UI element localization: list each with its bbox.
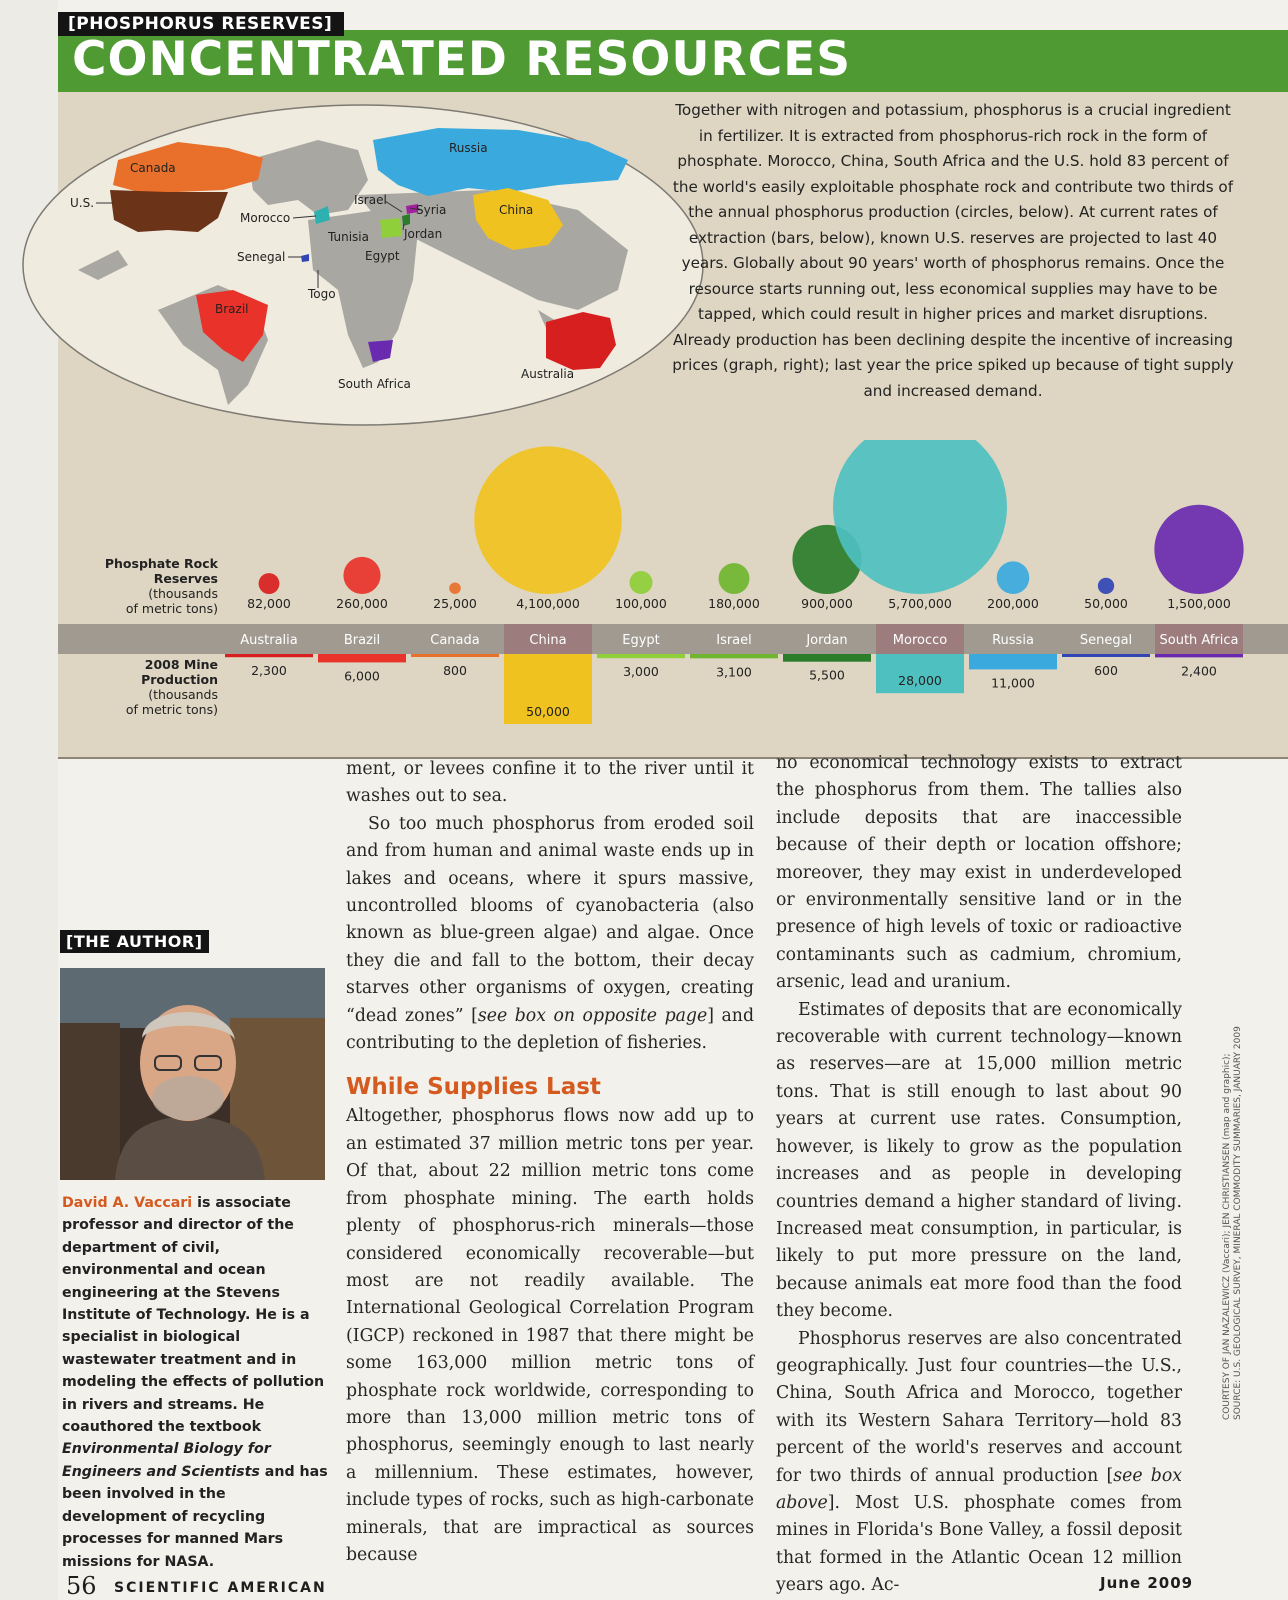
page-number: 56 xyxy=(66,1572,97,1600)
map-label-tunisia: Tunisia xyxy=(328,230,369,244)
production-label-line1: 2008 Mine xyxy=(144,657,218,672)
text-run: ] and contributing to the depletion of fisheries. xyxy=(346,1005,755,1054)
section-heading: While Supplies Last xyxy=(346,1074,601,1101)
reserve-value-canada: 25,000 xyxy=(433,596,477,611)
map-label-israel: Israel xyxy=(354,193,387,207)
author-tag: [THE AUTHOR] xyxy=(60,930,209,953)
reserve-value-morocco: 5,700,000 xyxy=(888,596,952,611)
reserve-bubble-south-africa xyxy=(1154,505,1243,594)
reserve-bubble-russia xyxy=(997,561,1030,594)
country-name-russia: Russia xyxy=(992,633,1034,648)
reserve-value-brazil: 260,000 xyxy=(336,596,388,611)
italic-run: see box above xyxy=(776,1465,1183,1513)
magazine-name: SCIENTIFIC AMERICAN xyxy=(114,1580,327,1596)
reserve-bubble-australia xyxy=(259,573,280,594)
country-name-china: China xyxy=(529,633,567,648)
reserve-bubble-egypt xyxy=(629,571,652,594)
production-label-line3: (thousands xyxy=(148,687,218,702)
paragraph: Altogether, phosphorus flows now add up to an estimated 37 million metric tons per year. Of that, about 22 million metric tons come from phosphate mining. The earth holds plenty of phosphorus-rich minerals—those considered economically recoverable—but most are not readily available. The International Geological Correlation Program (IGCP) reckoned in 1987 that there might be some 163,000 million metric tons of phosphate rock worldwide, corresponding to more than 13,000 million metric tons of phosphorus, seemingly enough to last nearly a millennium. These estimates, however, include types of rocks, such as high-carbonate minerals, that are impractical as sources because xyxy=(346,1106,754,1565)
reserve-value-china: 4,100,000 xyxy=(516,596,580,611)
text-run: and has been involved in the development of recycling processes for manned Mars missions for NASA. xyxy=(62,1463,328,1570)
production-value-egypt: 3,000 xyxy=(623,664,659,680)
reserves-production-chart xyxy=(58,440,1288,740)
production-value-morocco: 28,000 xyxy=(898,673,942,689)
production-value-brazil: 6,000 xyxy=(344,668,380,684)
text-run: Phosphorus reserves are also concentrated geographically. Just four countries—the U.S., China, South Africa and Morocco, together with its Western Sahara Territory—hold 83 percent of the world's reserves and account for two thirds of annual production [ xyxy=(776,1328,1182,1486)
map-label-morocco: Morocco xyxy=(240,211,291,225)
reserve-value-australia: 82,000 xyxy=(247,596,291,611)
author-name: David A. Vaccari xyxy=(62,1195,193,1211)
reserves-label-line1: Phosphate Rock xyxy=(104,556,218,571)
reserve-bubble-canada xyxy=(449,582,461,594)
map-label-brazil: Brazil xyxy=(215,302,249,316)
map-label-russia: Russia xyxy=(449,141,488,155)
author-photo xyxy=(60,968,325,1180)
production-label-line4: of metric tons) xyxy=(125,702,218,717)
image-credit xyxy=(1222,1020,1244,1420)
map-label-china: China xyxy=(499,203,534,217)
paragraph: no economical technology exists to extract the phosphorus from them. The tallies also include deposits that are inaccessible because of their depth or location offshore; moreover, they may exist in underdeveloped or environmentally sensitive land or in the presence of high levels of toxic or radioactive contaminants such as cadmium, chromium, arsenic, lead and uranium. xyxy=(776,753,1182,993)
text-run: is associate professor and director of the department of civil, environmental and ocean engineering at the Stevens Institute of Technology. He is a specialist in biological wastewater treatment and in modeling the effects of pollution in rivers and streams. He coauthored the textbook xyxy=(62,1195,325,1436)
production-bar-brazil xyxy=(318,654,406,662)
production-value-russia: 11,000 xyxy=(991,675,1035,691)
world-map xyxy=(18,100,708,430)
map-label-togo: Togo xyxy=(308,287,336,301)
reserve-bubble-china xyxy=(474,446,622,594)
italic-run: see box on opposite page xyxy=(477,1005,708,1026)
reserve-value-south-africa: 1,500,000 xyxy=(1167,596,1231,611)
map-label-egypt: Egypt xyxy=(365,249,400,263)
production-bar-senegal xyxy=(1062,654,1150,657)
reserve-bubble-israel xyxy=(719,563,750,594)
production-value-israel: 3,100 xyxy=(716,664,752,680)
article-column-2 xyxy=(776,750,1182,1600)
country-name-senegal: Senegal xyxy=(1079,633,1133,648)
paragraph xyxy=(346,811,754,1058)
production-value-china: 50,000 xyxy=(526,704,570,719)
headline: CONCENTRATED RESOURCES xyxy=(72,32,852,87)
reserve-value-israel: 180,000 xyxy=(708,596,760,611)
map-label-australia: Australia xyxy=(521,367,575,381)
reserves-label-line3: (thousands xyxy=(148,586,218,601)
production-value-canada: 800 xyxy=(443,663,467,678)
reserve-value-egypt: 100,000 xyxy=(615,596,667,611)
reserve-value-russia: 200,000 xyxy=(987,596,1039,611)
country-name-egypt: Egypt xyxy=(622,633,660,648)
production-value-south-africa: 2,400 xyxy=(1181,663,1217,679)
reserve-bubble-senegal xyxy=(1098,578,1114,594)
map-jordan xyxy=(402,214,410,226)
production-bar-canada xyxy=(411,654,499,657)
text-run: So too much phosphorus from eroded soil and from human and animal waste ends up in lakes and oceans, where it spurs massive, uncontrolled blooms of cyanobacteria (also known as blue-green algae) and algae. Once they die and fall to the bottom, their decay starves other organisms of oxygen, creating “dead zones” [ xyxy=(346,813,754,1026)
section-kicker: [PHOSPHORUS RESERVES] xyxy=(58,12,344,36)
production-bar-australia xyxy=(225,654,313,657)
country-name-south-africa: South Africa xyxy=(1159,633,1239,648)
production-value-australia: 2,300 xyxy=(251,663,287,679)
credit-line: SOURCE: U.S. GEOLOGICAL SURVEY, MINERAL COMMODITY SUMMARIES, JANUARY 2009 xyxy=(1233,1026,1243,1420)
reserve-value-jordan: 900,000 xyxy=(801,596,853,611)
map-label-syria: Syria xyxy=(416,203,447,217)
country-name-brazil: Brazil xyxy=(343,633,381,648)
country-name-israel: Israel xyxy=(716,633,752,648)
paragraph: ment, or levees confine it to the river until it washes out to sea. xyxy=(346,759,754,807)
production-bar-jordan xyxy=(783,654,871,662)
country-name-canada: Canada xyxy=(430,633,480,648)
reserve-value-senegal: 50,000 xyxy=(1084,596,1128,611)
reserve-bubble-brazil xyxy=(343,557,380,594)
book-title: Environmental Biology for Engineers and Scientists xyxy=(62,1441,271,1480)
map-label-jordan: Jordan xyxy=(404,227,443,241)
map-label-south-africa: South Africa xyxy=(338,377,411,391)
production-bar-egypt xyxy=(597,654,685,658)
production-value-jordan: 5,500 xyxy=(809,667,845,683)
author-bio xyxy=(62,1192,332,1573)
production-label-line2: Production xyxy=(141,672,218,687)
production-bar-russia xyxy=(969,654,1057,669)
map-label-canada: Canada xyxy=(130,161,176,175)
reserves-label-line2: Reserves xyxy=(153,571,218,586)
map-egypt xyxy=(380,218,402,238)
reserves-label-line4: of metric tons) xyxy=(125,601,218,616)
issue-date: June 2009 xyxy=(1100,1574,1194,1592)
country-name-australia: Australia xyxy=(240,633,298,648)
production-value-senegal: 600 xyxy=(1094,663,1118,678)
intro-text: Together with nitrogen and potassium, phosphorus is a crucial ingredient in fertilizer. It is extracted from phosphorus-rich rock in the form of phosphate. Morocco, China, South Africa and the U.S. hold 83 percent of the world's easily exploitable phosphate rock and contribute two thirds of the annual phosphorus production (circles, below). At current rates of extraction (bars, below), known U.S. reserves are projected to last 40 years. Globally about 90 years' worth of phosphorus remains. Once the resource starts running out, less economical supplies may have to be tapped, which could result in higher prices and market disruptions. Already production has been declining despite the incentive of increasing prices (graph, right); last year the price spiked up because of tight supply and increased demand. xyxy=(672,101,1234,400)
paragraph: Estimates of deposits that are economically recoverable with current technology—known as reserves—are at 15,000 million metric tons. That is still enough to last about 90 years at current use rates. Consumption, however, is likely to grow as the population increases and as people in developing countries demand a higher standard of living. Increased meat consumption, in particular, is likely to put more pressure on the land, because animals eat more food than the food they become. xyxy=(776,999,1182,1322)
production-bar-south-africa xyxy=(1155,654,1243,657)
country-name-jordan: Jordan xyxy=(806,633,848,648)
country-name-morocco: Morocco xyxy=(892,633,948,648)
paragraph xyxy=(776,1326,1182,1600)
text-run: ]. Most U.S. phosphate comes from mines in Florida's Bone Valley, a fossil deposit that formed in the Atlantic Ocean 12 million years ago. Ac- xyxy=(776,1492,1182,1596)
credit-line: COURTESY OF JAN NAZALEWICZ (Vaccari); JEN CHRISTIANSEN (map and graphic); xyxy=(1222,1053,1232,1420)
map-label-senegal: Senegal xyxy=(237,250,286,264)
map-label-us: U.S. xyxy=(70,196,95,210)
production-bar-israel xyxy=(690,654,778,658)
article-column-1 xyxy=(346,756,754,1569)
